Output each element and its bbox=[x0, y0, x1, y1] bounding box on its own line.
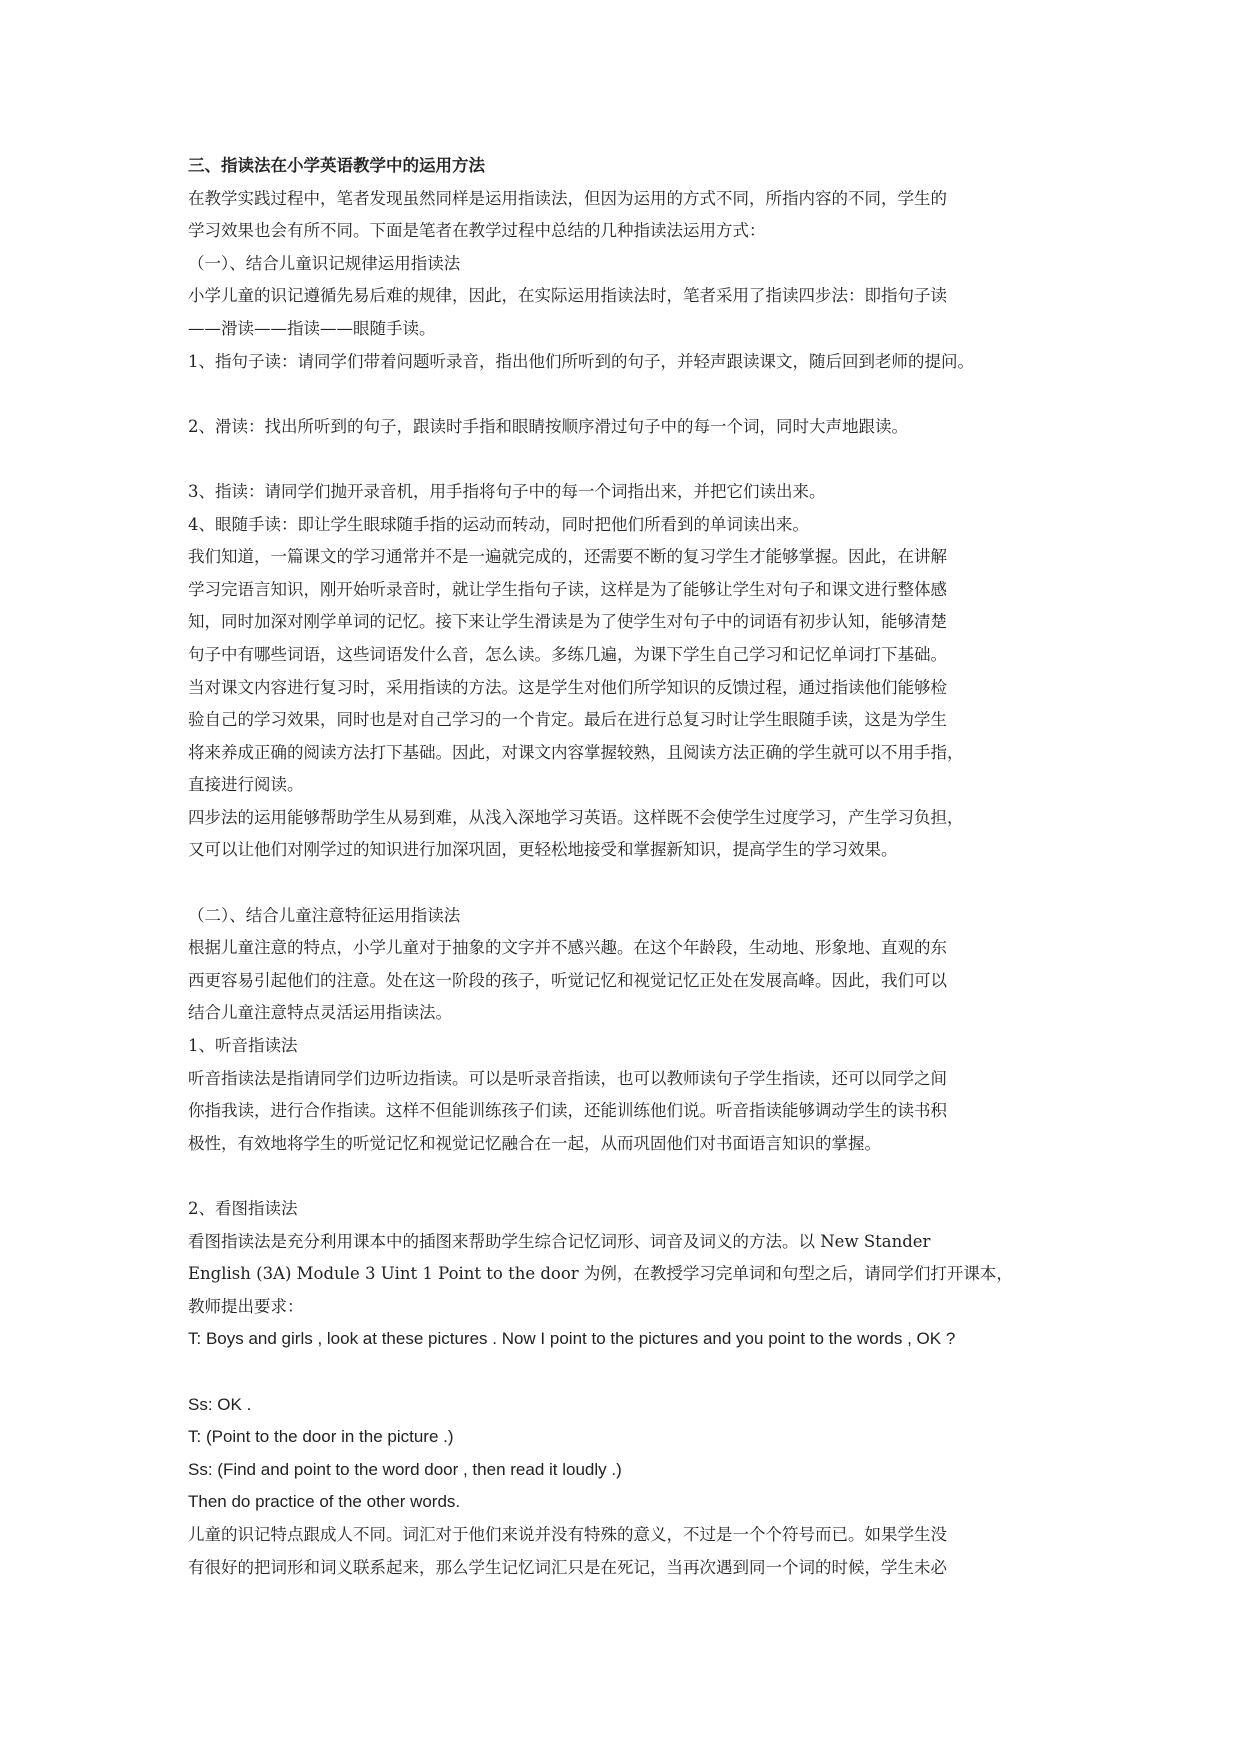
paragraph-line: 看图指读法是充分利用课本中的插图来帮助学生综合记忆词形、词音及词义的方法。以 New Stander bbox=[188, 1231, 931, 1251]
step-item: 4、眼随手读：即让学生眼球随手指的运动而转动，同时把他们所看到的单词读出来。 bbox=[188, 514, 809, 534]
paragraph-line: 在教学实践过程中，笔者发现虽然同样是运用指读法，但因为运用的方式不同，所指内容的不同，学生的 bbox=[188, 188, 947, 208]
blank-line bbox=[188, 443, 1058, 476]
section-title: 三、指读法在小学英语教学中的运用方法 bbox=[188, 156, 485, 175]
paragraph-line: English (3A) Module 3 Uint 1 Point to the door 为例，在教授学习完单词和句型之后，请同学们打开课本， bbox=[188, 1264, 1013, 1284]
paragraph-line: 你指我读，进行合作指读。这样不但能训练孩子们读，还能训练他们说。听音指读能够调动学生的读书积 bbox=[188, 1101, 947, 1121]
paragraph-line: 句子中有哪些词语，这些词语发什么音，怎么读。多练几遍，为课下学生自己学习和记忆单词打下基础。 bbox=[188, 644, 947, 664]
dialogue-line: T: (Point to the door in the picture .) bbox=[188, 1427, 454, 1447]
dialogue-line: Ss: (Find and point to the word door , then read it loudly .) bbox=[188, 1459, 622, 1479]
subsection-title: （一）、结合儿童识记规律运用指读法 bbox=[188, 253, 461, 273]
blank-line bbox=[188, 867, 1058, 900]
blank-line bbox=[188, 1356, 1058, 1389]
paragraph-line: 结合儿童注意特点灵活运用指读法。 bbox=[188, 1003, 452, 1023]
paragraph-line: 我们知道，一篇课文的学习通常并不是一遍就完成的，还需要不断的复习学生才能够掌握。因此，在讲解 bbox=[188, 547, 947, 567]
paragraph-line: 教师提出要求： bbox=[188, 1296, 304, 1316]
paragraph-line: 有很好的把词形和词义联系起来，那么学生记忆词汇只是在死记，当再次遇到同一个词的时候，学生未必 bbox=[188, 1557, 947, 1577]
paragraph-line: 学习完语言知识，刚开始听录音时，就让学生指句子读，这样是为了能够让学生对句子和课文进行整体感 bbox=[188, 579, 947, 599]
dialogue-line: T: Boys and girls , look at these pictures . Now I point to the pictures and you point to the words , OK ? bbox=[188, 1329, 956, 1349]
paragraph-line: 极性，有效地将学生的听觉记忆和视觉记忆融合在一起，从而巩固他们对书面语言知识的掌握。 bbox=[188, 1133, 881, 1153]
dialogue-line: Then do practice of the other words. bbox=[188, 1492, 461, 1512]
blank-line bbox=[188, 1160, 1058, 1193]
paragraph-line: 当对课文内容进行复习时，采用指读的方法。这是学生对他们所学知识的反馈过程，通过指读他们能够检 bbox=[188, 677, 947, 697]
paragraph-line: 根据儿童注意的特点，小学儿童对于抽象的文字并不感兴趣。在这个年龄段，生动地、形象地、直观的东 bbox=[188, 938, 947, 958]
paragraph-line: 听音指读法是指请同学们边听边指读。可以是听录音指读，也可以教师读句子学生指读，还可以同学之间 bbox=[188, 1068, 947, 1088]
subsection-title: （二）、结合儿童注意特征运用指读法 bbox=[188, 905, 461, 925]
method-title: 1、听音指读法 bbox=[188, 1036, 298, 1056]
paragraph-line: 又可以让他们对刚学过的知识进行加深巩固，更轻松地接受和掌握新知识，提高学生的学习效果。 bbox=[188, 840, 898, 860]
paragraph-line: 直接进行阅读。 bbox=[188, 775, 304, 795]
step-item: 1、指句子读：请同学们带着问题听录音，指出他们所听到的句子，并轻声跟读课文，随后回到老师的提问。 bbox=[188, 351, 974, 371]
step-item: 2、滑读：找出所听到的句子，跟读时手指和眼睛按顺序滑过句子中的每一个词，同时大声地跟读。 bbox=[188, 416, 908, 436]
paragraph-line: 西更容易引起他们的注意。处在这一阶段的孩子，听觉记忆和视觉记忆正处在发展高峰。因此，我们可以 bbox=[188, 970, 947, 990]
paragraph-line: 将来养成正确的阅读方法打下基础。因此，对课文内容掌握较熟，且阅读方法正确的学生就可以不用手指， bbox=[188, 742, 964, 762]
paragraph-line: 知，同时加深对刚学单词的记忆。接下来让学生滑读是为了使学生对句子中的词语有初步认知，能够清楚 bbox=[188, 612, 947, 632]
method-title: 2、看图指读法 bbox=[188, 1199, 298, 1218]
dialogue-line: Ss: OK . bbox=[188, 1394, 252, 1414]
step-item: 3、指读：请同学们抛开录音机，用手指将句子中的每一个词指出来，并把它们读出来。 bbox=[188, 481, 826, 501]
paragraph-line: ——滑读——指读——眼随手读。 bbox=[188, 318, 436, 338]
paragraph-line: 四步法的运用能够帮助学生从易到难，从浅入深地学习英语。这样既不会使学生过度学习，产生学习负担， bbox=[188, 807, 964, 827]
paragraph-line: 小学儿童的识记遵循先易后难的规律，因此，在实际运用指读法时，笔者采用了指读四步法：即指句子读 bbox=[188, 286, 947, 306]
document-page bbox=[188, 150, 1058, 1584]
paragraph-line: 儿童的识记特点跟成人不同。词汇对于他们来说并没有特殊的意义，不过是一个个符号而已。如果学生没 bbox=[188, 1524, 947, 1544]
blank-line bbox=[188, 378, 1058, 411]
paragraph-line: 验自己的学习效果，同时也是对自己学习的一个肯定。最后在进行总复习时让学生眼随手读，这是为学生 bbox=[188, 710, 947, 730]
paragraph-line: 学习效果也会有所不同。下面是笔者在教学过程中总结的几种指读法运用方式： bbox=[188, 221, 766, 241]
